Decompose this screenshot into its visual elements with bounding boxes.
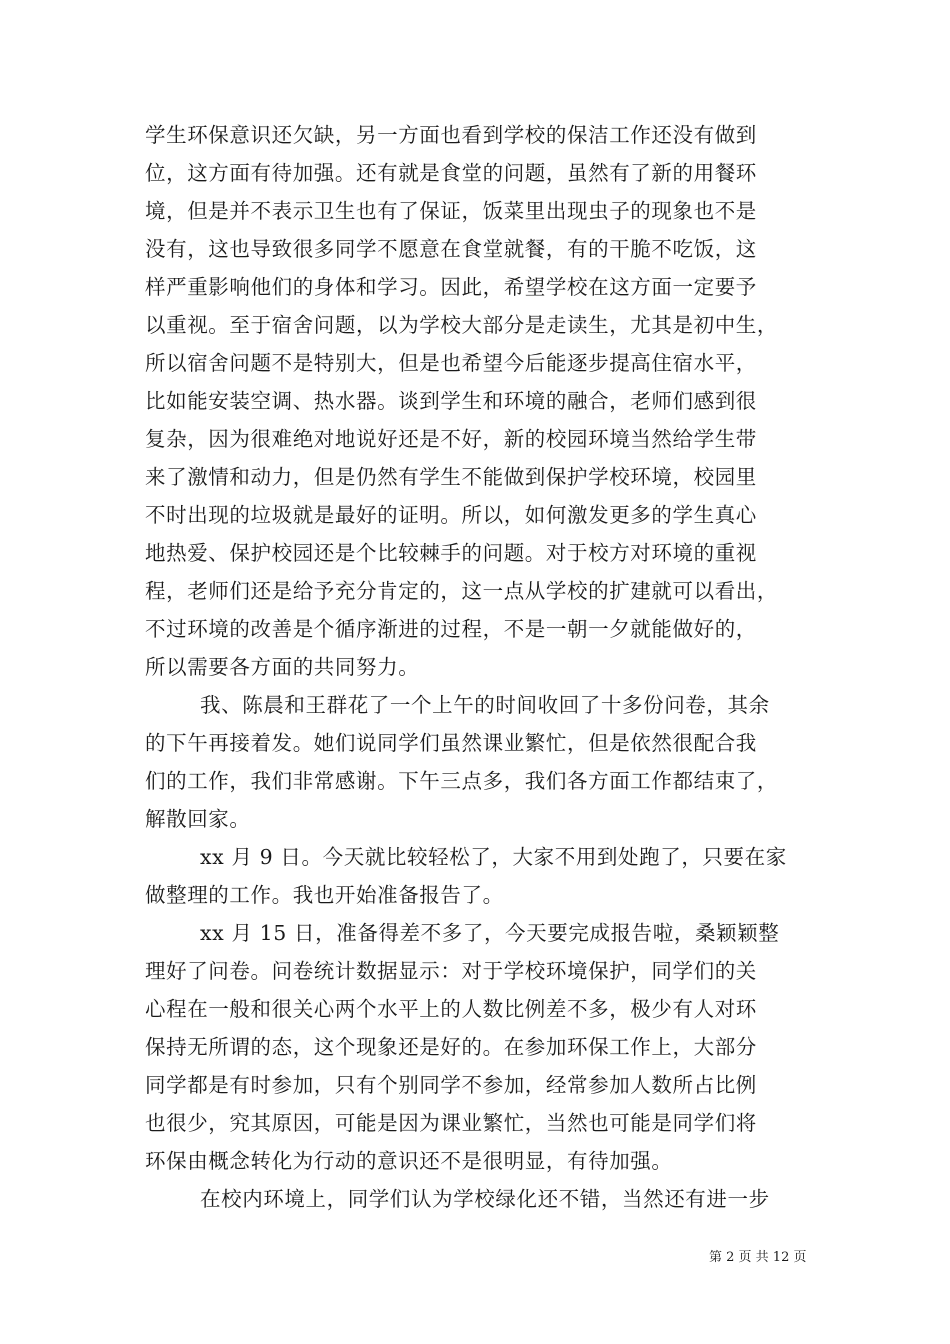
page-number-footer: 第 2 页 共 12 页	[709, 1250, 807, 1265]
text-line: 不时出现的垃圾就是最好的证明。所以，如何激发更多的学生真心	[145, 503, 757, 527]
text-line: 的下午再接着发。她们说同学们虽然课业繁忙，但是依然很配合我	[145, 731, 757, 755]
text-line: 环保由概念转化为行动的意识还不是很明显，有待加强。	[145, 1149, 673, 1173]
text-line: 不过环境的改善是个循序渐进的过程，不是一朝一夕就能做好的，	[145, 617, 757, 641]
text-line: 样严重影响他们的身体和学习。因此，希望学校在这方面一定要予	[145, 275, 757, 299]
paragraph-first-line: xx 月 15 日，准备得差不多了，今天要完成报告啦，桑颖颖整	[200, 921, 780, 945]
text-line: 所以需要各方面的共同努力。	[145, 655, 420, 679]
text-line: 境，但是并不表示卫生也有了保证，饭菜里出现虫子的现象也不是	[145, 199, 757, 223]
text-line: 比如能安装空调、热水器。谈到学生和环境的融合，老师们感到很	[145, 389, 757, 413]
text-line: 以重视。至于宿舍问题，以为学校大部分是走读生，尤其是初中生，	[145, 313, 778, 337]
paragraph-first-line: xx 月 9 日。今天就比较轻松了，大家不用到处跑了，只要在家	[200, 845, 787, 869]
text-line: 也很少，究其原因，可能是因为课业繁忙，当然也可能是同学们将	[145, 1111, 757, 1135]
text-line: 学生环保意识还欠缺，另一方面也看到学校的保洁工作还没有做到	[145, 123, 757, 147]
text-line: 没有，这也导致很多同学不愿意在食堂就餐，有的干脆不吃饭，这	[145, 237, 757, 261]
text-line: 同学都是有时参加，只有个别同学不参加，经常参加人数所占比例	[145, 1073, 757, 1097]
text-line: 心程在一般和很关心两个水平上的人数比例差不多，极少有人对环	[145, 997, 757, 1021]
text-line: 位，这方面有待加强。还有就是食堂的问题，虽然有了新的用餐环	[145, 161, 757, 185]
text-line: 程，老师们还是给予充分肯定的，这一点从学校的扩建就可以看出，	[145, 579, 778, 603]
text-line: 们的工作，我们非常感谢。下午三点多，我们各方面工作都结束了，	[145, 769, 778, 793]
paragraph-first-line: 在校内环境上，同学们认为学校绿化还不错，当然还有进一步	[200, 1187, 770, 1211]
text-line: 保持无所谓的态，这个现象还是好的。在参加环保工作上，大部分	[145, 1035, 757, 1059]
text-line: 解散回家。	[145, 807, 251, 831]
text-line: 理好了问卷。问卷统计数据显示：对于学校环境保护，同学们的关	[145, 959, 757, 983]
text-line: 所以宿舍问题不是特别大，但是也希望今后能逐步提高住宿水平，	[145, 351, 757, 375]
text-line: 地热爱、保护校园还是个比较棘手的问题。对于校方对环境的重视	[145, 541, 757, 565]
text-line: 来了激情和动力，但是仍然有学生不能做到保护学校环境，校园里	[145, 465, 757, 489]
text-line: 做整理的工作。我也开始准备报告了。	[145, 883, 504, 907]
paragraph-first-line: 我、陈晨和王群花了一个上午的时间收回了十多份问卷，其余	[200, 693, 770, 717]
text-line: 复杂，因为很难绝对地说好还是不好，新的校园环境当然给学生带	[145, 427, 757, 451]
